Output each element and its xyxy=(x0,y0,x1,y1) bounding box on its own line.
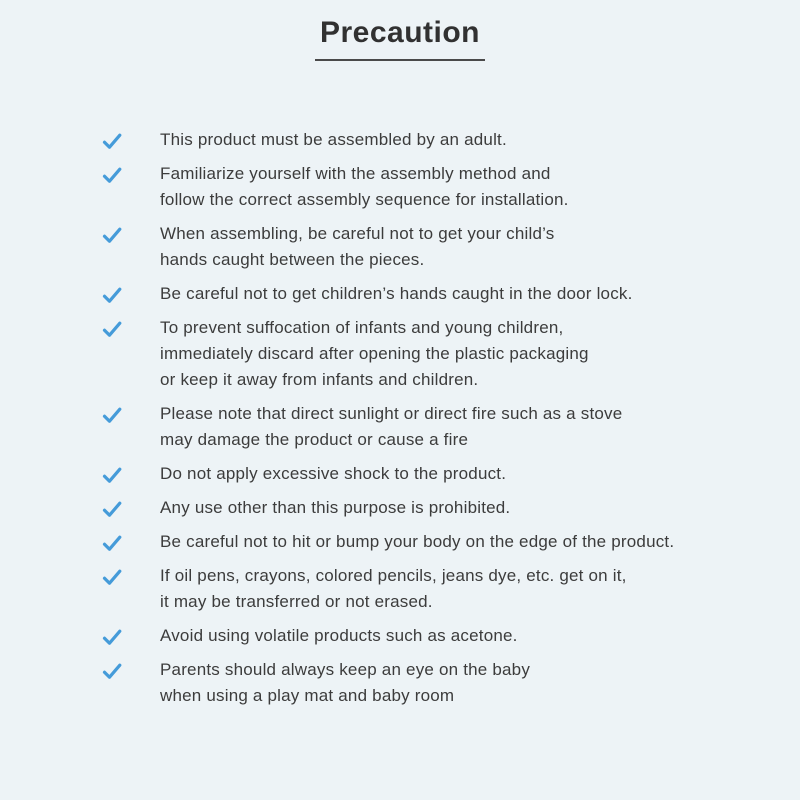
precaution-text xyxy=(160,495,510,521)
check-icon xyxy=(100,531,124,555)
precaution-item xyxy=(100,281,770,307)
precaution-item xyxy=(100,563,770,615)
precaution-line: Please note that direct sunlight or direct fire such as a stove xyxy=(160,404,623,423)
precaution-line: Parents should always keep an eye on the baby xyxy=(160,660,531,679)
precaution-item xyxy=(100,495,770,521)
check-icon xyxy=(100,463,124,487)
precaution-line: Be careful not to hit or bump your body on the edge of the product. xyxy=(160,532,675,551)
precaution-text xyxy=(160,623,518,649)
check-icon xyxy=(100,223,124,247)
precaution-line: hands caught between the pieces. xyxy=(160,250,425,269)
precaution-text xyxy=(160,461,506,487)
precaution-text xyxy=(160,657,530,709)
precaution-item xyxy=(100,221,770,273)
check-icon xyxy=(100,283,124,307)
precaution-line: Any use other than this purpose is prohibited. xyxy=(160,498,511,517)
precaution-item xyxy=(100,461,770,487)
precaution-line: If oil pens, crayons, colored pencils, jeans dye, etc. get on it, xyxy=(160,566,627,585)
precaution-text xyxy=(160,281,633,307)
check-icon xyxy=(100,317,124,341)
precaution-line: follow the correct assembly sequence for installation. xyxy=(160,190,569,209)
precaution-line: Avoid using volatile products such as acetone. xyxy=(160,626,518,645)
check-icon xyxy=(100,403,124,427)
precaution-line: immediately discard after opening the plastic packaging xyxy=(160,344,589,363)
page-title: Precaution xyxy=(315,16,485,61)
check-icon xyxy=(100,659,124,683)
precaution-text xyxy=(160,315,589,393)
precaution-text xyxy=(160,221,555,273)
precaution-text xyxy=(160,401,622,453)
precaution-line: may damage the product or cause a fire xyxy=(160,430,469,449)
precaution-text xyxy=(160,563,627,615)
check-icon xyxy=(100,497,124,521)
check-icon xyxy=(100,625,124,649)
page-header xyxy=(0,0,800,61)
check-icon xyxy=(100,163,124,187)
precaution-item xyxy=(100,657,770,709)
precaution-line: Do not apply excessive shock to the product. xyxy=(160,464,507,483)
precaution-line: Be careful not to get children’s hands caught in the door lock. xyxy=(160,284,633,303)
precaution-line: This product must be assembled by an adult. xyxy=(160,130,507,149)
precaution-list xyxy=(0,127,800,709)
precaution-item xyxy=(100,529,770,555)
precaution-item xyxy=(100,401,770,453)
precaution-text xyxy=(160,529,674,555)
precaution-item xyxy=(100,623,770,649)
precaution-line: To prevent suffocation of infants and young children, xyxy=(160,318,564,337)
precaution-line: Familiarize yourself with the assembly method and xyxy=(160,164,551,183)
check-icon xyxy=(100,129,124,153)
precaution-line: or keep it away from infants and children. xyxy=(160,370,479,389)
precaution-line: When assembling, be careful not to get your child’s xyxy=(160,224,555,243)
precaution-text xyxy=(160,127,507,153)
precaution-line: when using a play mat and baby room xyxy=(160,686,455,705)
precaution-item xyxy=(100,315,770,393)
check-icon xyxy=(100,565,124,589)
precaution-line: it may be transferred or not erased. xyxy=(160,592,433,611)
precaution-item xyxy=(100,161,770,213)
precaution-text xyxy=(160,161,569,213)
precaution-item xyxy=(100,127,770,153)
